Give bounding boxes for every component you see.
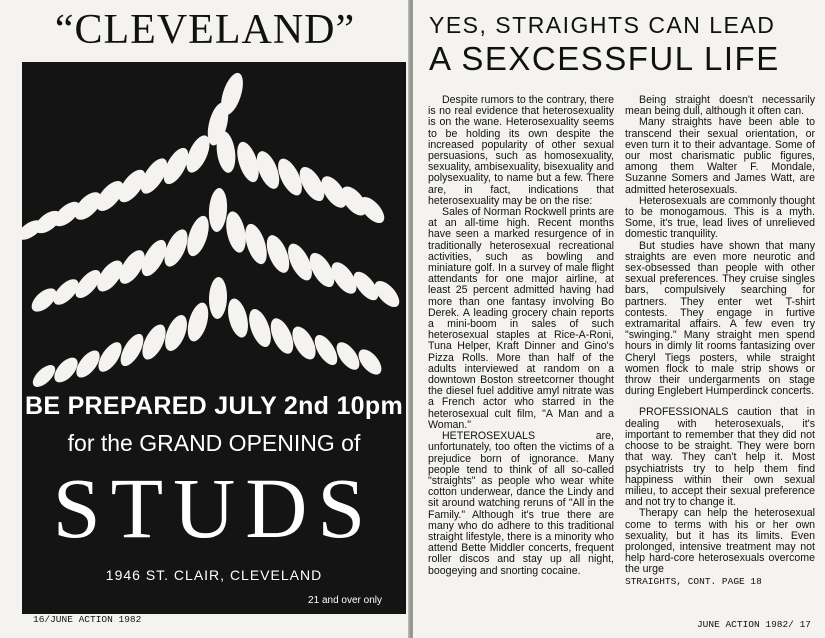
article-headline — [429, 10, 819, 78]
folio-left: 16/JUNE ACTION 1982 — [33, 614, 142, 625]
venue-name: STUDS — [52, 460, 376, 556]
paragraph: Despite rumors to the contrary, there is no real evidence that heterosexuality is on the wane. Heterosexuality seems to be holding its own despite the increased popularity of other sexual persuasions, such as homosexuality, sexuality, ambisexuality, bisexuality and polysexuality, to name but a few. There are, in fact, indications that heterosexuality may be on the rise: — [428, 95, 614, 207]
article-column-1 — [428, 95, 614, 615]
ad-date-line: BE PREPARED JULY 2nd 10pm — [25, 392, 403, 420]
dancing-ovals-graphic — [22, 62, 406, 392]
paragraph: Therapy can help the heterosexual come to terms with his or her own sexuality, but it has its limits. Even prolonged, intensive treatment may not help hard-core heterosexuals overcome the urge — [625, 507, 815, 576]
page-heading: “CLEVELAND” — [54, 7, 356, 53]
headline-line-1: YES, STRAIGHTS CAN LEAD — [429, 12, 776, 38]
folio-right: JUNE ACTION 1982/ 17 — [696, 619, 811, 630]
paragraph: HETEROSEXUALS are, unfortunately, too often the victims of a prejudice born of ignorance. Many people tend to think of all so-called "straights" as people who wear white cotton underwear, dance the Lindy and sit around watching reruns of "All in the Family." Although it's true there are many who do adhere to this traditional straight lifestyle, there is a minority who attend Bette Middler concerts, frequent roller discos and stay up all night, boogeying and snorting cocaine. — [428, 430, 614, 577]
continuation-note: STRAIGHTS, CONT. PAGE 18 — [625, 575, 762, 587]
paragraph: PROFESSIONALS caution that in dealing with heterosexuals, it's important to remember that they did not choose to be straight. They were born that way. They can't help it. Most psychiatrists try to help them find happiness within their own sexual milieu, to accept their sexual preference and not try to change it. — [625, 406, 815, 509]
ad-opening-line: for the GRAND OPENING of — [67, 430, 361, 456]
paragraph: But studies have shown that many straights are even more neurotic and sex-obsessed than people with other sexual preferences. They cruise singles bars, compulsively searching for partners. They enter wet T-shirt contests. They engage in furtive extramarital affairs. A few even try "swinging." Many straight men spend hours in dimly lit rooms fantasizing over Cheryl Tiegs posters, while straight women flock to male strip shows or throw their undergarments on stage during Englebert Humperdinck concerts. — [625, 239, 815, 398]
venue-address: 1946 ST. CLAIR, CLEVELAND — [105, 567, 323, 583]
right-page — [413, 0, 825, 638]
paragraph: Sales of Norman Rockwell prints are at an all-time high. Recent months have seen a marked resurgence of in traditionally heterosexual recreational activities, such as bowling and miniature golf. In a survey of male flight attendants for one major airline, at least 25 percent admitted having had more than one fantasy involving Bo Derek. A leading grocery chain reports a mini-boom in sales of such heterosexual staples at Rice-A-Roni, Tuna Helper, Kraft Dinner and Gino's Pizza Rolls. More than half of the adults interviewed at random on a downtown Boston streetcorner thought the diesel fuel additive amyl nitrate was a French actor who starred in the heterosexual cult film, "A Man and a Woman." — [428, 206, 614, 431]
left-page — [0, 0, 410, 638]
article-column-2 — [625, 95, 815, 615]
studs-advertisement — [22, 62, 406, 614]
age-restriction: 21 and over only — [308, 595, 382, 606]
headline-line-2: A SEXCESSFUL LIFE — [429, 40, 780, 77]
paragraph: Being straight doesn't necessarily mean being dull, although it often can. — [625, 95, 815, 118]
paragraph: Heterosexuals are commonly thought to be monogamous. This is a myth. Some, it's true, lead lives of unrelieved domestic tranquility. — [625, 194, 815, 241]
paragraph: Many straights have been able to transcend their sexual orientation, or even turn it to their advantage. Some of our most charismatic public figures, among them Walter F. Mondale, Suzanne Somers and James Watt, are admitted heterosexuals. — [625, 116, 815, 196]
